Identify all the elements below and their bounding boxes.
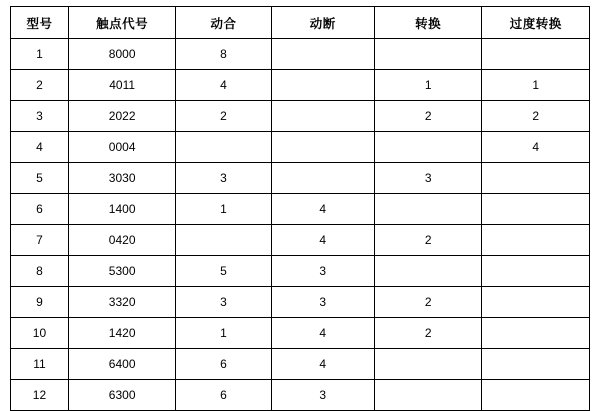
- cell-normally-open: 6: [176, 349, 271, 380]
- cell-model: 1: [11, 39, 69, 70]
- column-header-model: 型号: [11, 7, 69, 39]
- cell-model: 4: [11, 132, 69, 163]
- cell-contact-code: 6400: [68, 349, 176, 380]
- cell-model: 5: [11, 163, 69, 194]
- cell-transitional-changeover: [482, 39, 590, 70]
- cell-contact-code: 6300: [68, 380, 176, 411]
- cell-normally-closed: [271, 163, 374, 194]
- cell-transitional-changeover: 4: [482, 132, 590, 163]
- cell-model: 12: [11, 380, 69, 411]
- cell-normally-open: [176, 132, 271, 163]
- cell-normally-open: 3: [176, 287, 271, 318]
- cell-normally-open: 4: [176, 70, 271, 101]
- cell-transitional-changeover: [482, 225, 590, 256]
- cell-normally-closed: 3: [271, 380, 374, 411]
- table-row: [11, 287, 590, 318]
- table-row: [11, 101, 590, 132]
- table-row: [11, 349, 590, 380]
- cell-normally-closed: [271, 39, 374, 70]
- table-row: [11, 225, 590, 256]
- cell-transitional-changeover: [482, 318, 590, 349]
- table-row: [11, 39, 590, 70]
- cell-changeover: [374, 349, 482, 380]
- cell-contact-code: 3320: [68, 287, 176, 318]
- cell-changeover: 2: [374, 101, 482, 132]
- cell-changeover: 2: [374, 225, 482, 256]
- cell-normally-closed: [271, 132, 374, 163]
- cell-model: 11: [11, 349, 69, 380]
- cell-contact-code: 8000: [68, 39, 176, 70]
- table-body: [11, 39, 590, 411]
- cell-model: 2: [11, 70, 69, 101]
- cell-normally-closed: 4: [271, 318, 374, 349]
- cell-normally-open: 2: [176, 101, 271, 132]
- cell-transitional-changeover: 1: [482, 70, 590, 101]
- cell-contact-code: 4011: [68, 70, 176, 101]
- cell-changeover: [374, 39, 482, 70]
- cell-normally-closed: 4: [271, 194, 374, 225]
- cell-contact-code: 2022: [68, 101, 176, 132]
- cell-model: 10: [11, 318, 69, 349]
- cell-transitional-changeover: [482, 194, 590, 225]
- cell-contact-code: 0420: [68, 225, 176, 256]
- cell-changeover: 2: [374, 287, 482, 318]
- cell-contact-code: 1400: [68, 194, 176, 225]
- table-row: [11, 132, 590, 163]
- table-row: [11, 256, 590, 287]
- cell-model: 6: [11, 194, 69, 225]
- table-header: [11, 7, 590, 39]
- cell-normally-closed: [271, 101, 374, 132]
- cell-model: 3: [11, 101, 69, 132]
- cell-contact-code: 5300: [68, 256, 176, 287]
- cell-normally-closed: 4: [271, 349, 374, 380]
- cell-normally-open: 1: [176, 318, 271, 349]
- cell-changeover: 3: [374, 163, 482, 194]
- table-row: [11, 194, 590, 225]
- cell-model: 7: [11, 225, 69, 256]
- column-header-normally-closed: 动断: [271, 7, 374, 39]
- cell-normally-open: [176, 225, 271, 256]
- contact-spec-table: [10, 6, 590, 411]
- cell-normally-open: 5: [176, 256, 271, 287]
- cell-normally-open: 8: [176, 39, 271, 70]
- cell-normally-open: 1: [176, 194, 271, 225]
- cell-transitional-changeover: [482, 287, 590, 318]
- cell-normally-closed: [271, 70, 374, 101]
- table-row: [11, 70, 590, 101]
- cell-transitional-changeover: [482, 380, 590, 411]
- table-row: [11, 163, 590, 194]
- cell-transitional-changeover: 2: [482, 101, 590, 132]
- cell-changeover: 2: [374, 318, 482, 349]
- cell-normally-closed: 3: [271, 256, 374, 287]
- cell-changeover: [374, 256, 482, 287]
- cell-changeover: 1: [374, 70, 482, 101]
- cell-changeover: [374, 194, 482, 225]
- cell-changeover: [374, 132, 482, 163]
- cell-transitional-changeover: [482, 256, 590, 287]
- cell-normally-open: 6: [176, 380, 271, 411]
- cell-contact-code: 0004: [68, 132, 176, 163]
- column-header-changeover: 转换: [374, 7, 482, 39]
- column-header-contact-code: 触点代号: [68, 7, 176, 39]
- cell-changeover: [374, 380, 482, 411]
- cell-transitional-changeover: [482, 163, 590, 194]
- cell-model: 9: [11, 287, 69, 318]
- table-row: [11, 318, 590, 349]
- table-row: [11, 380, 590, 411]
- cell-model: 8: [11, 256, 69, 287]
- table-header-row: [11, 7, 590, 39]
- cell-normally-closed: 4: [271, 225, 374, 256]
- column-header-normally-open: 动合: [176, 7, 271, 39]
- cell-normally-closed: 3: [271, 287, 374, 318]
- cell-contact-code: 3030: [68, 163, 176, 194]
- cell-transitional-changeover: [482, 349, 590, 380]
- cell-contact-code: 1420: [68, 318, 176, 349]
- column-header-transitional-changeover: 过度转换: [482, 7, 590, 39]
- cell-normally-open: 3: [176, 163, 271, 194]
